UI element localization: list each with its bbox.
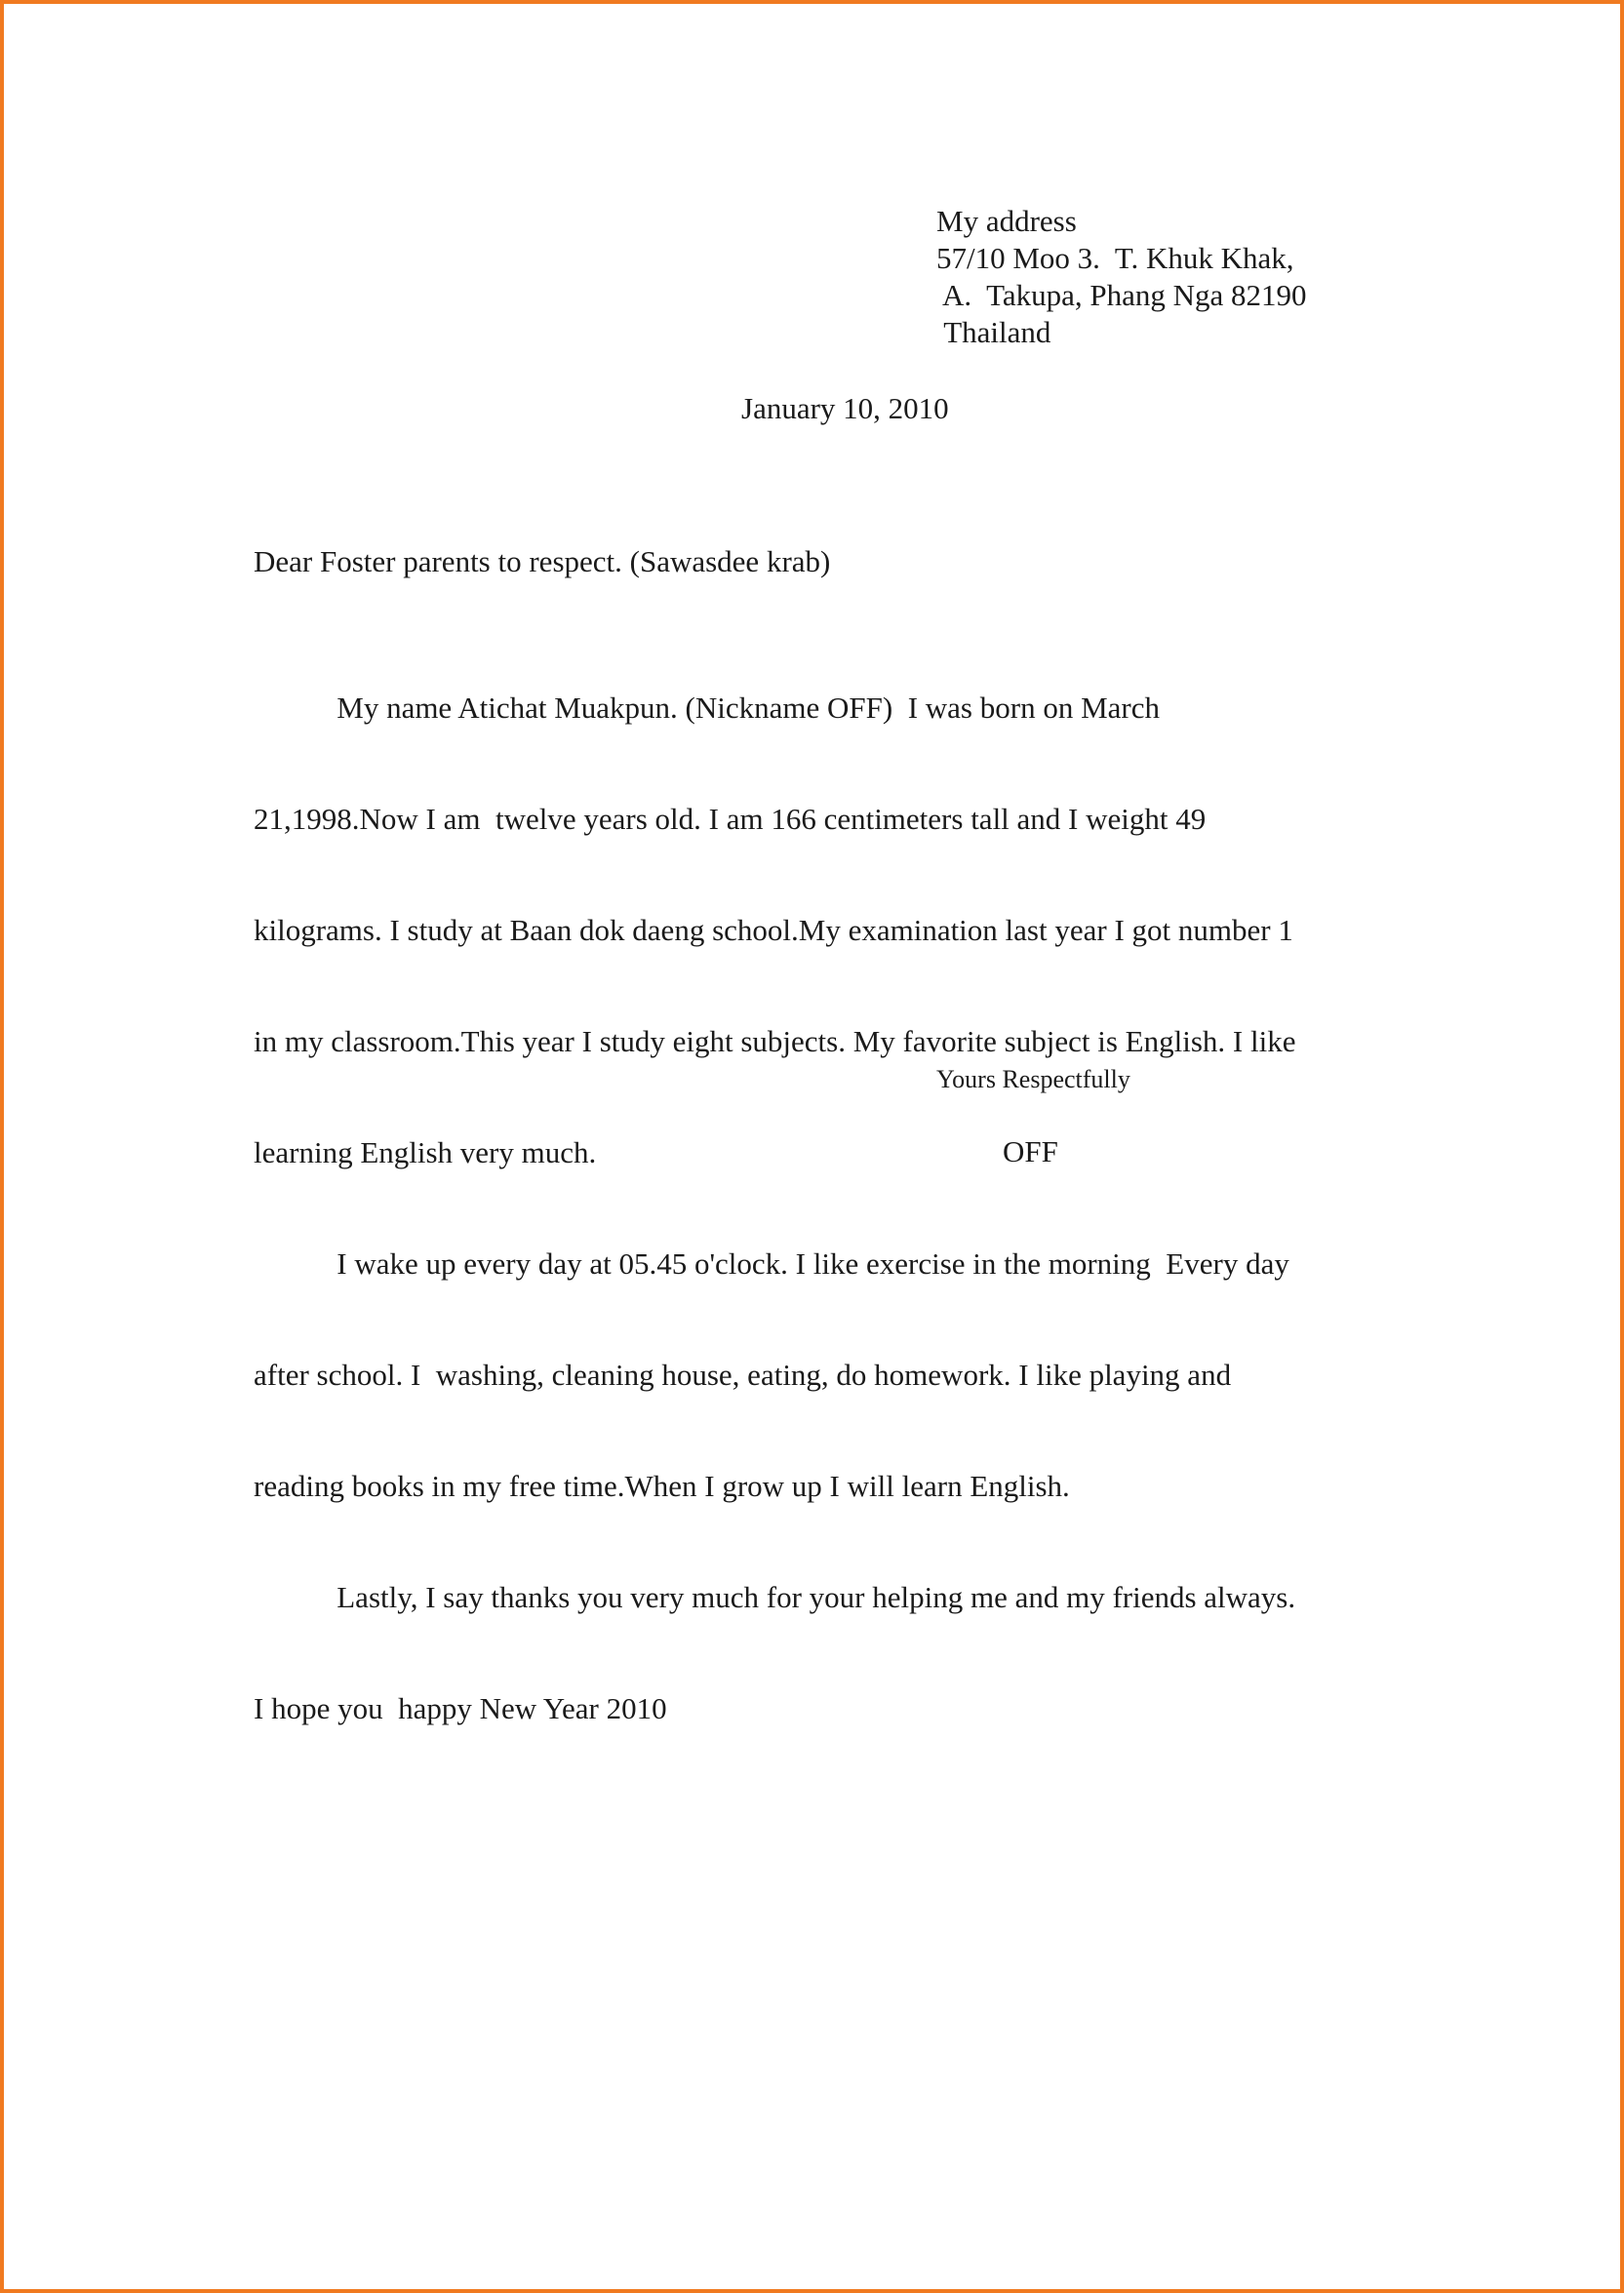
body-line: Lastly, I say thanks you very much for your helping me and my friends always. <box>254 1580 1296 1614</box>
body-line: I wake up every day at 05.45 o'clock. I like exercise in the morning Every day <box>254 1246 1289 1281</box>
body-line: I hope you happy New Year 2010 <box>254 1691 667 1725</box>
address-line-2: 57/10 Moo 3. T. Khuk Khak, <box>936 241 1294 275</box>
sender-address <box>936 203 1307 351</box>
address-line-1: My address <box>936 204 1077 238</box>
body-line: learning English very much. <box>254 1135 597 1169</box>
letter-date: January 10, 2010 <box>741 391 949 425</box>
body-line: kilograms. I study at Baan dok daeng school.My examination last year I got number 1 <box>254 913 1293 947</box>
letter-body <box>254 615 1295 1801</box>
body-line: My name Atichat Muakpun. (Nickname OFF) I was born on March <box>254 691 1160 725</box>
closing: Yours Respectfully <box>936 1065 1130 1093</box>
address-line-3: A. Takupa, Phang Nga 82190 <box>936 278 1307 312</box>
body-line: 21,1998.Now I am twelve years old. I am 166 centimeters tall and I weight 49 <box>254 802 1207 836</box>
body-line: after school. I washing, cleaning house, eating, do homework. I like playing and <box>254 1358 1232 1392</box>
signature: OFF <box>1003 1134 1058 1168</box>
body-line: reading books in my free time.When I grow up I will learn English. <box>254 1469 1070 1503</box>
salutation: Dear Foster parents to respect. (Sawasdee krab) <box>254 544 831 578</box>
address-line-4: Thailand <box>936 315 1051 349</box>
body-line: in my classroom.This year I study eight subjects. My favorite subject is English. I like <box>254 1024 1296 1058</box>
